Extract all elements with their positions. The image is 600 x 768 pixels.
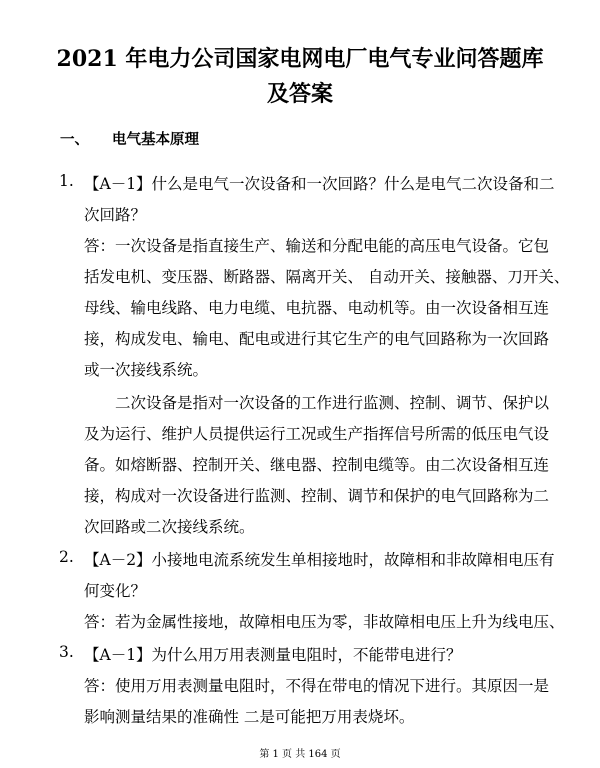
section-heading <box>60 128 199 149</box>
question-number: 3. <box>59 643 74 661</box>
question-text: 次回路？ <box>84 206 147 224</box>
question-number: 2. <box>59 548 74 566</box>
answer-text: 次回路或二次接线系统。 <box>84 518 255 536</box>
question-text: 【A－1】什么是电气一次设备和一次回路？什么是电气二次设备和二 <box>84 175 555 193</box>
question-text: 【A－1】为什么用万用表测量电阻时，不能带电进行？ <box>84 646 462 664</box>
question-text: 【A－2】小接地电流系统发生单相接地时，故障相和非故障相电压有 <box>84 551 555 569</box>
section-title: 电气基本原理 <box>112 131 199 148</box>
section-number: 一、 <box>60 131 89 148</box>
answer-text: 影响测量结果的准确性 二是可能把万用表烧坏。 <box>84 708 415 726</box>
answer-text: 二次设备是指对一次设备的工作进行监测、控制、调节、保护以 <box>84 394 550 412</box>
answer-text: 答：使用万用表测量电阻时，不得在带电的情况下进行。其原因一是 <box>84 677 550 695</box>
answer-text: 或一次接线系统。 <box>84 361 209 379</box>
question-text: 何变化？ <box>84 582 147 600</box>
document-title: 2021 年电力公司国家电网电厂电气专业问答题库 <box>56 46 544 72</box>
answer-text: 答：若为金属性接地，故障相电压为零，非故障相电压上升为线电压、 <box>84 613 565 631</box>
page-footer: 第 1 页 共 164 页 <box>259 749 341 760</box>
answer-text: 接，构成发电、输电、配电或进行其它生产的电气回路称为一次回路 <box>84 330 550 348</box>
answer-text: 母线、输电线路、电力电缆、电抗器、电动机等。由一次设备相互连 <box>84 299 550 317</box>
answer-text: 括发电机、变压器、断路器、隔离开关、 自动开关、接触器、刀开关、 <box>84 268 570 286</box>
answer-text: 答：一次设备是指直接生产、输送和分配电能的高压电气设备。它包 <box>84 237 550 255</box>
answer-text: 及为运行、维护人员提供运行工况或生产指挥信号所需的低压电气设 <box>84 425 550 443</box>
document-title-continued: 及答案 <box>266 81 333 107</box>
answer-text: 接，构成对一次设备进行监测、控制、调节和保护的电气回路称为二 <box>84 487 550 505</box>
question-number: 1. <box>59 172 74 190</box>
answer-text: 备。如熔断器、控制开关、继电器、控制电缆等。由二次设备相互连 <box>84 456 550 474</box>
